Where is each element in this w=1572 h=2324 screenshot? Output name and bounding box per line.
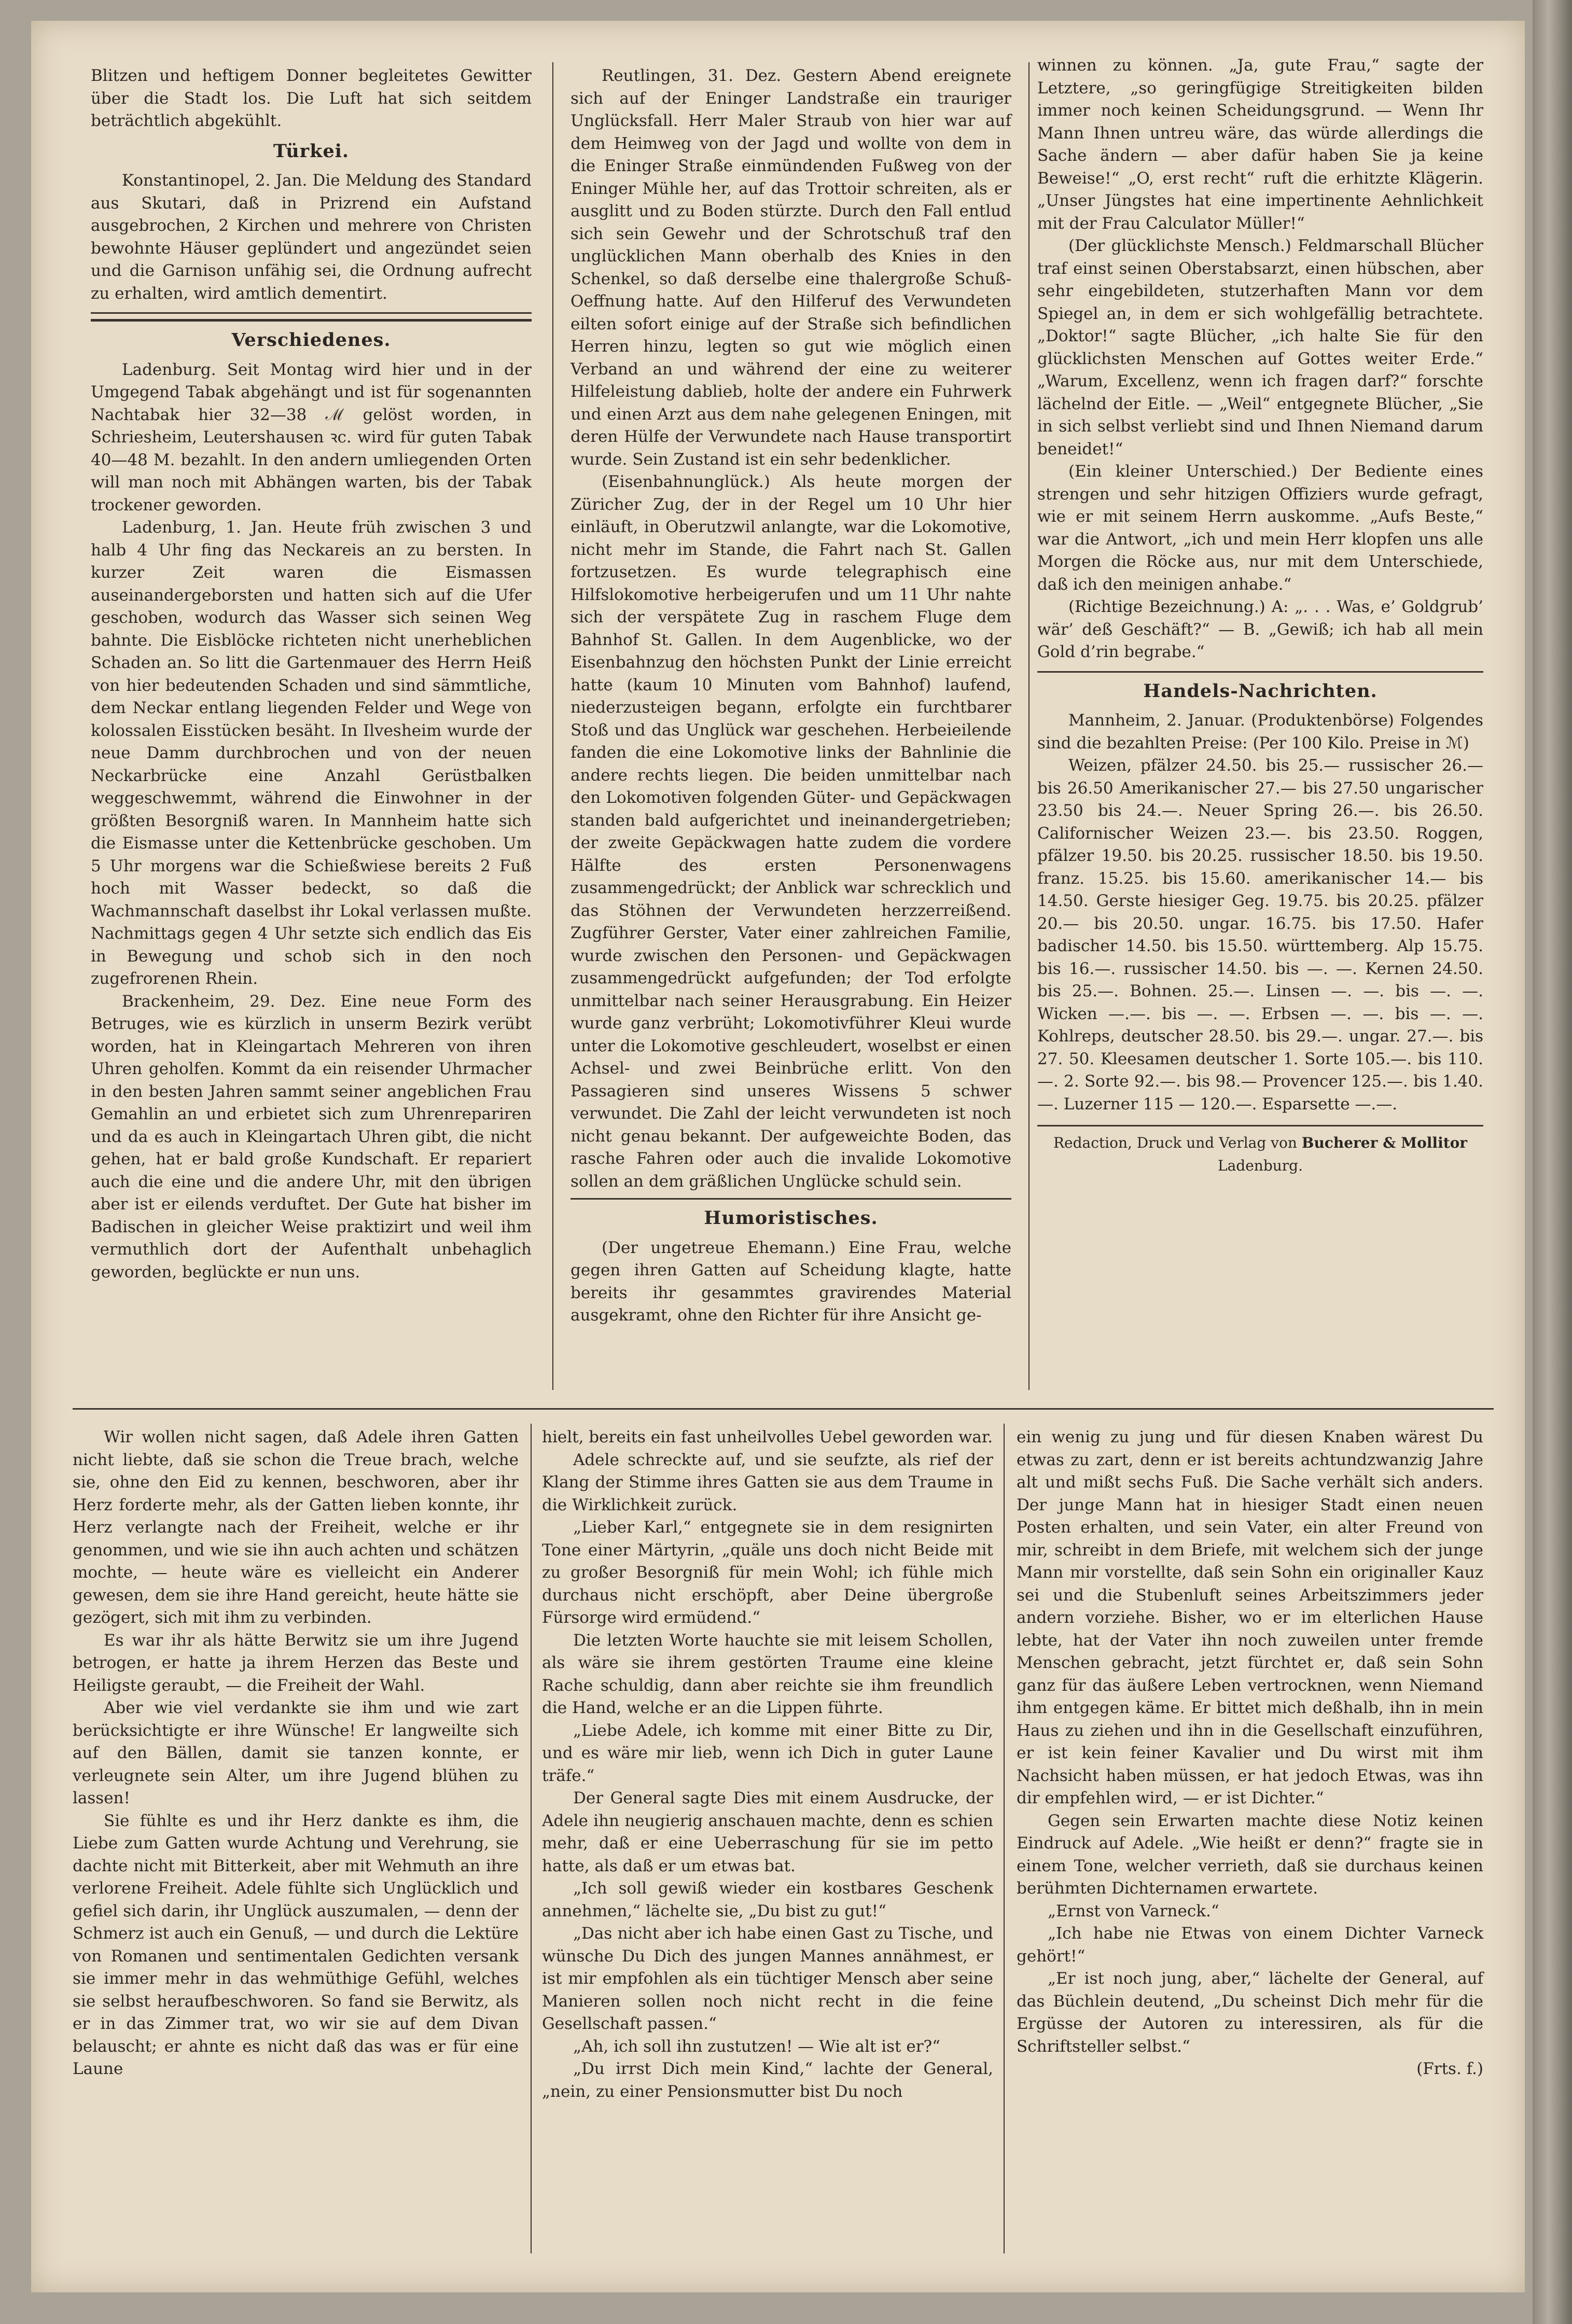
- section-divider: [91, 312, 532, 322]
- feuilleton-paragraph: Der General sagte Dies mit einem Ausdrucke, der Adele ihn neugierig anschauen machte, denn es schien mehr, daß er eine Ueberraschung für sie im petto hatte, als daß er um etwas bat.: [542, 1789, 993, 1875]
- imprint: [1037, 1132, 1483, 1177]
- column-rule: [552, 62, 553, 1390]
- heading-handels-nachrichten: Handels-Nachrichten.: [1143, 680, 1378, 702]
- column-top-middle: [571, 65, 1011, 1327]
- paragraph-mannheim-boerse: Mannheim, 2. Januar. (Produktenbörse) Folgendes sind die bezahlten Preise: (Per 100 Kilo. Preise in ℳ): [1037, 711, 1483, 753]
- section-rule: [1037, 671, 1483, 673]
- feuilleton-paragraph: „Liebe Adele, ich komme mit einer Bitte zu Dir, und es wäre mir lieb, wenn ich Dich in guter Laune träfe.“: [542, 1721, 993, 1785]
- heading-humoristisches: Humoristisches.: [704, 1207, 878, 1229]
- paragraph-eisenbahnunglueck: (Eisenbahnunglück.) Als heute morgen der Züricher Zug, der in der Regel um 10 Uhr hier einläuft, in Oberutzwil anlangte, war die Lokomotive, nicht mehr im Stande, die Fahrt nach St. Gallen fortzusetzen. Es wurde telegraphisch eine Hilfslokomotive herbeigerufen und um 11 Uhr nahte sich der verspätete Zug in raschem Fluge dem Bahnhof St. Gallen. In dem Augenblicke, wo der Eisenbahnzug den höchsten Punkt der Linie erreicht hatte (kaum 10 Minuten vom Bahnhof) laufend, niederzusteigen begann, erfolgte ein furchtbarer Stoß und das Unglück war geschehen. Herbeieilende fanden die eine Lokomotive links der Bahnlinie die andere rechts liegen. Die beiden unmittelbar nach den Lokomotiven folgenden Güter- und Gepäckwagen standen bald aufgerichtet und ineinandergetrieben; der zweite Gepäckwagen hatte zudem die vordere Hälfte des ersten Personenwagens zusammengedrückt; der Anblick war schrecklich und das Stöhnen der Verwundeten herzzerreißend. Zugführer Gerster, Vater einer zahlreichen Familie, wurde zwischen den Personen- und Gepäckwagen zusammengedrückt aufgefunden; der Tod erfolgte unmittelbar nach seiner Herausgrabung. Ein Heizer wurde ganz verbrüht; Lokomotivführer Kleui wurde unter die Lokomotive geschleudert, woselbst er einen Achsel- und zwei Beinbrüche erlitt. Von den Passagieren sind unseres Wissens 5 schwer verwundet. Die Zahl der leicht verwundeten ist noch nicht genau bekannt. Der aufgeweichte Boden, das rasche Fahren oder auch die invalide Lokomotive sollen an dem gräßlichen Unglücke schuld sein.: [571, 472, 1011, 1191]
- paragraph-preisliste: Weizen, pfälzer 24.50. bis 25.— russischer 26.— bis 26.50 Amerikanischer 27.— bis 27.50 ungarischer 23.50 bis 24.—. Neuer Spring 26.—. bis 26.50. Californischer Weizen 23.—. bis 23.50. Roggen, pfälzer 19.50. bis 20.25. russischer 18.50. bis 19.50. franz. 15.25. bis 15.60. amerikanischer 14.— bis 14.50. Gerste hiesiger Geg. 19.75. bis 20.25. pfälzer 20.— bis 20.50. ungar. 16.75. bis 17.50. Hafer badischer 14.50. bis 15.50. württemberg. Alp 15.75. bis 16.—. russischer 14.50. bis —. —. Kernen 24.50. bis 25.—. Bohnen. 25.—. Linsen —. —. bis —. —. Wicken —.—. bis —. —. Erbsen —. —. bis —. —. Kohlreps, deutscher 28.50. bis 29.—. ungar. 27.—. bis 27. 50. Kleesamen deutscher 1. Sorte 105.—. bis 110.—. 2. Sorte 92.—. bis 98.— Provencer 125.—. bis 1.40.—. Luzerner 115 — 120.—. Esparsette —.—.: [1037, 756, 1483, 1114]
- column-top-right: [1037, 54, 1483, 1177]
- imprint-place: Ladenburg.: [1218, 1157, 1303, 1174]
- feuilleton-separator: [73, 1408, 1494, 1410]
- paragraph-weather: Blitzen und heftigem Donner begleitetes Gewitter über die Stadt los. Die Luft hat sich seitdem beträchtlich abgekühlt.: [91, 66, 532, 130]
- feuilleton-paragraph: Adele schreckte auf, und sie seufzte, als rief der Klang der Stimme ihres Gatten sie aus dem Traume in die Wirklichkeit zurück.: [542, 1450, 993, 1514]
- feuilleton-paragraph: Es war ihr als hätte Berwitz sie um ihre Jugend betrogen, er hatte ja ihrem Herzen das Beste und Heiligste geraubt, — die Freiheit der Wahl.: [73, 1631, 519, 1695]
- paragraph-brackenheim: Brackenheim, 29. Dez. Eine neue Form des Betruges, wie es kürzlich in unserm Bezirk verübt worden, hat in Kleingartach Mehreren von ihren Uhren geholfen. Kommt da ein reisender Uhrmacher in den besten Jahren sammt seiner angeblichen Frau Gemahlin an und erbietet sich zum Uhrenrepariren und da es auch in Kleingartach Uhren gibt, die nicht gehen, hat er bald große Kundschaft. Er repariert auch die eine und die andere Uhr, mit den übrigen aber ist er eilends verduftet. Der Gute hat bisher im Badischen in gleicher Weise praktizirt und weil ihm vermuthlich dort der Aufenthalt unbehaglich geworden, beglückte er nun uns.: [91, 992, 532, 1282]
- section-rule: [571, 1198, 1011, 1200]
- column-bottom-right: [1017, 1426, 1483, 2081]
- section-rule: [1037, 1125, 1483, 1126]
- feuilleton-paragraph: Die letzten Worte hauchte sie mit leisem Schollen, als wäre sie ihrem gestörten Traume eine kleine Rache schuldig, dann aber reichte sie ihm freundlich die Hand, welche er an die Lippen führte.: [542, 1631, 993, 1717]
- feuilleton-paragraph: ein wenig zu jung und für diesen Knaben wärest Du etwas zu zart, denn er ist bereits achtundzwanzig Jahre alt und mißt sechs Fuß. Die Sache verhält sich anders. Der junge Mann hat in hiesiger Stadt einen neuen Posten erhalten, und sein Vater, ein alter Freund von mir, schreibt in dem Briefe, mit welchem sich der junge Mann mir vorstellte, daß sein Sohn ein originaller Kauz sei und die Stubenluft seines Arbeitszimmers jeder andern vorziehe. Bisher, wo er im elterlichen Hause lebte, hat der Vater ihn noch zuweilen unter fremde Menschen gebracht, jetzt fürchtet er, daß sein Sohn ganz für das äußere Leben vertrocknen, wenn Niemand ihm entgegen käme. Er bittet mich deßhalb, ihn in mein Haus zu ziehen und ihn in die Gesellschaft einzuführen, er ist kein feiner Kavalier und Du wirst mit ihm Nachsicht haben müssen, er hat jedoch Etwas, was ihn dir empfehlen wird, — er ist Dichter.“: [1017, 1428, 1483, 1807]
- heading-tuerkei: Türkei.: [273, 140, 350, 162]
- paragraph-konstantinopel: Konstantinopel, 2. Jan. Die Meldung des Standard aus Skutari, daß in Prizrend ein Aufstand ausgebrochen, 2 Kirchen und mehrere von Christen bewohnte Häuser geplündert und angezündet seien und die Garnison unfähig sei, die Ordnung aufrecht zu erhalten, wird amtlich dementirt.: [91, 171, 532, 303]
- feuilleton-paragraph: Sie fühlte es und ihr Herz dankte es ihm, die Liebe zum Gatten wurde Achtung und Verehrung, sie dachte nicht mit Bitterkeit, aber mit Wehmuth an ihre verlorene Freiheit. Adele fühlte sich Unglücklich und gefiel sich darin, ihr Unglück auszumalen, — denn der Schmerz ist auch ein Genuß, — und durch die Lektüre von Romanen und sentimentalen Gedichten versank sie immer mehr in das wehmüthige Gefühl, welches sie selbst heraufbeschworen. So fand sie Berwitz, als er in das Zimmer trat, wo wir sie auf dem Divan belauscht; er ahnte es nicht daß das was er für eine Laune: [73, 1811, 519, 2078]
- feuilleton-paragraph: „Ich habe nie Etwas von einem Dichter Varneck gehört!“: [1017, 1924, 1483, 1966]
- column-rule: [531, 1424, 532, 2253]
- paragraph-ungetreue-ehemann: (Der ungetreue Ehemann.) Eine Frau, welche gegen ihren Gatten auf Scheidung klagte, hatte bereits ihr gesammtes gravirendes Material ausgekramt, ohne den Richter für ihre Ansicht ge-: [571, 1238, 1011, 1325]
- feuilleton-paragraph: „Ah, ich soll ihn zustutzen! — Wie alt ist er?“: [573, 2037, 940, 2056]
- column-rule: [1028, 62, 1030, 1390]
- adjacent-page-edge: [1533, 0, 1572, 2324]
- feuilleton-paragraph: „Du irrst Dich mein Kind,“ lachte der General, „nein, zu einer Pensionsmutter bist Du noch: [542, 2059, 993, 2101]
- feuilleton-paragraph: „Ich soll gewiß wieder ein kostbares Geschenk annehmen,“ lächelte sie, „Du bist zu gut!“: [542, 1879, 993, 1921]
- column-bottom-middle: [542, 1426, 993, 2103]
- paragraph-richtige-bezeichnung: (Richtige Bezeichnung.) A: „. . . Was, e’ Goldgrub’ wär’ deß Geschäft?“ — B. „Gewiß; ich hab all mein Gold d’rin begrabe.“: [1037, 597, 1483, 661]
- feuilleton-paragraph: „Er ist noch jung, aber,“ lächelte der General, auf das Büchlein deutend, „Du scheinst Dich mehr für die Ergüsse der Autoren zu interessiren, als für die Schriftsteller selbst.“: [1017, 1969, 1483, 2056]
- feuilleton-paragraph: Gegen sein Erwarten machte diese Notiz keinen Eindruck auf Adele. „Wie heißt er denn?“ fragte sie in einem Tone, welcher verrieth, daß sie durchaus keinen berühmten Dichternamen erwartete.: [1017, 1811, 1483, 1898]
- feuilleton-paragraph: „Ernst von Varneck.“: [1048, 1901, 1219, 1921]
- paragraph-ladenburg-tabak: Ladenburg. Seit Montag wird hier und in der Umgegend Tabak abgehängt und ist für sogenannten Nachtabak hier 32—38 ℳ gelöst worden, in Schriesheim, Leutershausen ꝛc. wird für guten Tabak 40—48 M. bezahlt. In den andern umliegenden Orten will man noch mit Abhängen warten, bis der Tabak trockener geworden.: [91, 360, 532, 514]
- imprint-publisher: Bucherer & Mollitor: [1301, 1134, 1468, 1151]
- paragraph-reutlingen: Reutlingen, 31. Dez. Gestern Abend ereignete sich auf der Eninger Landstraße ein trauriger Unglücksfall. Herr Maler Straub von hier war auf dem Heimweg von der Jagd und wollte von dem in die Eninger Straße einmündenden Fußweg von der Eninger Mühle her, auf das Trottoir schreiten, als er ausglitt und zu Boden stürzte. Durch den Fall entlud sich sein Gewehr und der Schrotschuß traf den unglücklichen Mann oberhalb des Knies in den Schenkel, so daß derselbe eine thalergroße Schuß-Oeffnung hatte. Auf den Hilferuf des Verwundeten eilten sofort einige auf der Straße sich befindlichen Herren hinzu, legten so gut wie möglich einen Verband an und während der eine zu weiterer Hilfeleistung dablieb, holte der andere ein Fuhrwerk und einen Arzt aus dem nahe gelegenen Eningen, mit deren Hülfe der Verwundete nach Hause transportirt wurde. Sein Zustand ist ein sehr bedenklicher.: [571, 66, 1011, 469]
- feuilleton-paragraph: Wir wollen nicht sagen, daß Adele ihren Gatten nicht liebte, daß sie schon die Treue brach, welche sie, ohne den Eid zu kennen, beschworen, aber ihr Herz forderte mehr, als der Gatten lieben konnte, ihr Herz verlangte nach der Freiheit, welche er ihr genommen, und wie sie ihn auch achten und schätzen mochte, — heute wäre es vielleicht ein Anderer gewesen, dem sie ihre Hand gereicht, heute hätte sie gezögert, sich mit ihm zu verbinden.: [73, 1428, 519, 1627]
- column-rule: [1004, 1424, 1005, 2253]
- column-top-left: [91, 65, 532, 1284]
- feuilleton-paragraph: „Das nicht aber ich habe einen Gast zu Tische, und wünsche Du Dich des jungen Mannes annähmest, er ist mir empfohlen als ein tüchtiger Mensch aber seine Manieren sollen noch nicht recht in die feine Gesellschaft passen.“: [542, 1924, 993, 2033]
- imprint-text: Redaction, Druck und Verlag von: [1053, 1134, 1302, 1151]
- feuilleton-paragraph: Aber wie viel verdankte sie ihm und wie zart berücksichtigte er ihre Wünsche! Er langweilte sich auf den Bällen, damit sie tanzen konnte, er verleugnete sein Alter, um ihre Jugend blühen zu lassen!: [73, 1699, 519, 1807]
- paragraph-ungetreue-cont: winnen zu können. „Ja, gute Frau,“ sagte der Letztere, „so geringfügige Streitigkeiten bilden immer noch keinen Scheidungsgrund. — Wenn Ihr Mann Ihnen untreu wäre, das würde allerdings die Sache ändern — aber dafür haben Sie ja keine Beweise!“ „O, erst recht“ ruft die erhitzte Klägerin. „Unser Jüngstes hat eine impertinente Aehnlichkeit mit der Frau Calculator Müller!“: [1037, 56, 1483, 233]
- heading-verschiedenes: Verschiedenes.: [231, 329, 391, 351]
- paragraph-ladenburg-eis: Ladenburg, 1. Jan. Heute früh zwischen 3 und halb 4 Uhr fing das Neckareis an zu bersten. In kurzer Zeit waren die Eismassen auseinandergeborsten und hatten sich auf die Ufer geschoben, wodurch das Wasser sich seinen Weg bahnte. Die Eisblöcke richteten nicht unerheblichen Schaden an. So litt die Gartenmauer des Herrn Heiß von hier bedeutenden Schaden und sind sämmtliche, dem Neckar entlang liegenden Felder und Wege von kolossalen Eisstücken besäht. In Ilvesheim wurde der neue Damm durchbrochen und von der neuen Neckarbrücke eine Anzahl Gerüstbalken weggeschwemmt, während die Einwohner in der größten Besorgniß waren. In Mannheim hatte sich die Eismasse unter die Kettenbrücke geschoben. Um 5 Uhr morgens war die Schießwiese bereits 2 Fuß hoch mit Wasser bedeckt, so daß die Wachmannschaft daselbst ihr Lokal verlassen mußte. Nachmittags gegen 4 Uhr setzte sich endlich das Eis in Bewegung und schob sich in den noch zugefrorenen Rhein.: [91, 518, 532, 988]
- paragraph-gluecklichste-mensch: (Der glücklichste Mensch.) Feldmarschall Blücher traf einst seinen Oberstabsarzt, einen hübschen, aber sehr eingebildeten, stutzerhaften Mann vor dem Spiegel an, in dem er sich wohlgefällig betrachtete. „Doktor!“ sagte Blücher, „ich halte Sie für den glücklichsten Menschen auf Gottes weiter Erde.“ „Warum, Excellenz, wenn ich fragen darf?“ forschte lächelnd der Eitle. — „Weil“ entgegnete Blücher, „Sie in sich selbst verliebt sind und Ihnen Niemand darum beneidet!“: [1037, 236, 1483, 458]
- column-bottom-left: [73, 1426, 519, 2081]
- feuilleton-paragraph: hielt, bereits ein fast unheilvolles Uebel geworden war.: [542, 1428, 993, 1446]
- feuilleton-paragraph: „Lieber Karl,“ entgegnete sie in dem resignirten Tone einer Märtyrin, „quäle uns doch nicht Beide mit zu großer Besorgniß für mein Wohl; ich fühle mich durchaus nicht erschöpft, aber Deine übergroße Fürsorge wird ermüdend.“: [542, 1518, 993, 1627]
- paragraph-kleiner-unterschied: (Ein kleiner Unterschied.) Der Bediente eines strengen und sehr hitzigen Offiziers wurde gefragt, wie er mit seinem Herrn auskomme. „Aufs Beste,“ war die Antwort, „ich und mein Herr klopfen uns alle Morgen die Röcke aus, nur mit dem Unterschiede, daß ich den meinigen anhabe.“: [1037, 462, 1483, 594]
- continuation-note: (Frts. f.): [1416, 2059, 1483, 2078]
